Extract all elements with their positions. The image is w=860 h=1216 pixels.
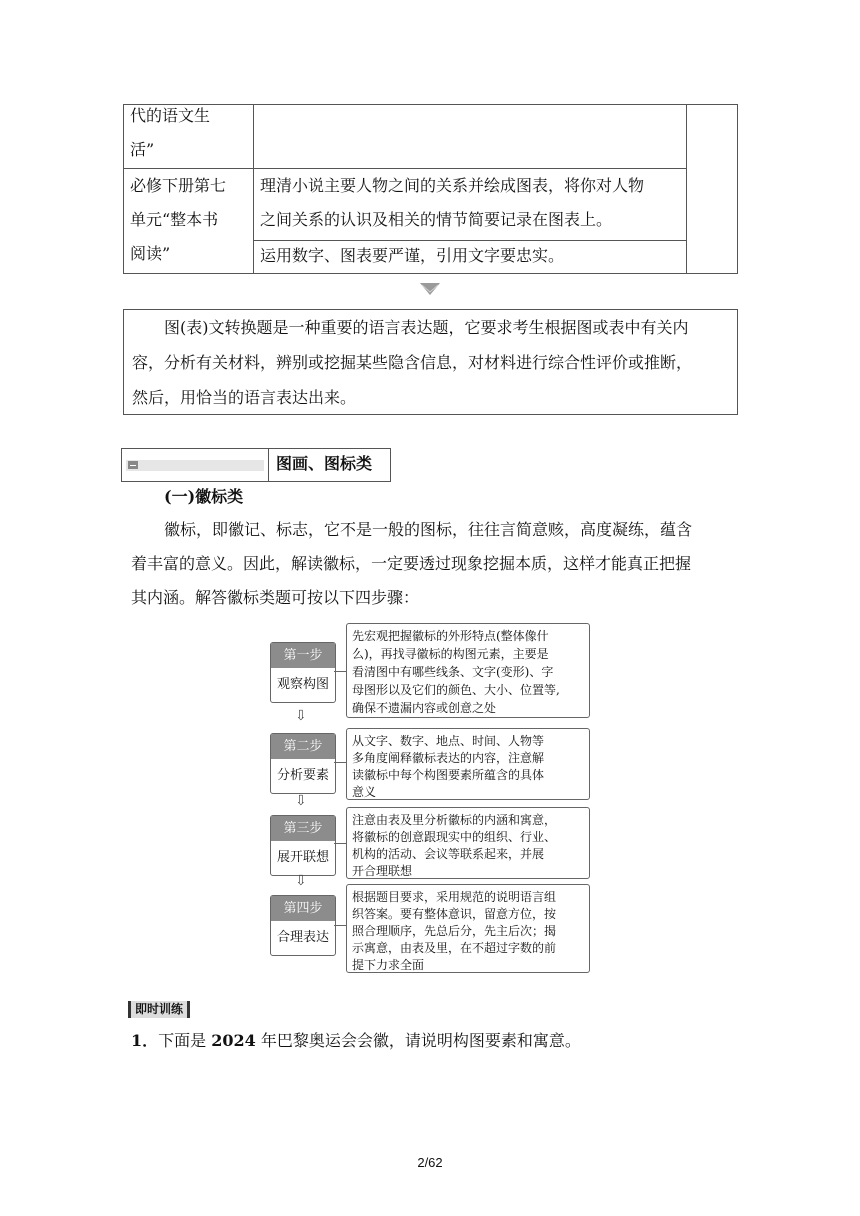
desc-line: 多角度阐释徽标表达的内容，注意解 <box>352 751 545 765</box>
step-name: 分析要素 <box>276 768 329 783</box>
paragraph-line: 着丰富的意义。因此，解读徽标，一定要透过现象挖掘本质，这样才能真正把握 <box>131 554 692 573</box>
question-number: 1． <box>131 1031 159 1050</box>
step-number: 第四步 <box>271 896 335 921</box>
question-year: 2024 <box>211 1031 256 1050</box>
desc-line: 确保不遗漏内容或创意之处 <box>352 701 497 715</box>
chevron-down-icon <box>420 283 440 297</box>
step-number: 第二步 <box>271 734 335 759</box>
flow-step-label <box>270 815 336 876</box>
table-cell-text: 理清小说主要人物之间的关系并绘成图表，将你对人物 <box>260 176 645 195</box>
flow-step-desc <box>346 807 590 879</box>
down-arrow-icon: ⇩ <box>295 873 307 889</box>
step-name: 合理表达 <box>276 930 329 945</box>
desc-line: 读徽标中每个构图要素所蕴含的具体 <box>352 768 545 782</box>
desc-line: 机构的活动、会议等联系起来，并展 <box>352 847 545 861</box>
step-number: 第一步 <box>271 643 335 668</box>
table-cell-text: 代的语文生 <box>130 106 211 125</box>
table-cell-text: 单元“整本书 <box>130 210 219 229</box>
flow-step-label <box>270 895 336 956</box>
desc-line: 织答案。要有整体意识，留意方位，按 <box>352 907 557 921</box>
table-cell-text: 必修下册第七 <box>130 176 227 195</box>
desc-line: 注意由表及里分析徽标的内涵和寓意， <box>352 813 557 827</box>
intro-line: 图(表)文转换题是一种重要的语言表达题，它要求考生根据图或表中有关内 <box>164 318 689 337</box>
practice-tag: 即时训练 <box>128 1001 190 1018</box>
desc-line: 提下力求全面 <box>352 958 425 972</box>
desc-line: 从文字、数字、地点、时间、人物等 <box>352 734 545 748</box>
paragraph-line: 徽标，即徽记、标志，它不是一般的图标，往往言简意赅，高度凝练，蕴含 <box>164 520 693 539</box>
step-name: 展开联想 <box>276 850 329 865</box>
question-text: 年巴黎奥运会会徽，请说明构图要素和寓意。 <box>260 1031 581 1050</box>
desc-line: 开合理联想 <box>352 864 413 878</box>
table-cell-text: 之间关系的认识及相关的情节简要记录在图表上。 <box>260 210 613 229</box>
question-text: 下面是 <box>158 1031 207 1050</box>
flow-step-desc <box>346 623 590 718</box>
table-cell-text: 活” <box>130 140 155 159</box>
paragraph-line: 其内涵。解答徽标类题可按以下四步骤： <box>131 588 420 607</box>
table-cell-text: 阅读” <box>130 244 171 263</box>
step-number: 第三步 <box>271 816 335 841</box>
desc-line: 意义 <box>352 785 377 799</box>
flow-step-desc <box>346 884 590 973</box>
section-bar <box>126 460 264 471</box>
down-arrow-icon: ⇩ <box>295 793 307 809</box>
section-title: 图画、图标类 <box>276 454 373 473</box>
desc-line: 看清图中有哪些线条、文字(变形)、字 <box>352 665 554 679</box>
curriculum-table <box>123 104 738 274</box>
desc-line: 示寓意，由表及里，在不超过字数的前 <box>352 941 557 955</box>
intro-box <box>123 309 738 415</box>
flow-step-label <box>270 642 336 703</box>
page-number: 2/62 <box>417 1155 443 1170</box>
down-arrow-icon: ⇩ <box>295 708 307 724</box>
desc-line: 照合理顺序，先总后分，先主后次；揭 <box>352 924 557 938</box>
flow-step-label <box>270 733 336 794</box>
desc-line: 么)，再找寻徽标的构图元素，主要是 <box>352 647 549 661</box>
intro-line: 然后，用恰当的语言表达出来。 <box>132 388 357 407</box>
table-cell-text: 运用数字、图表要严谨，引用文字要忠实。 <box>260 246 565 265</box>
desc-line: 母图形以及它们的颜色、大小、位置等, <box>352 683 560 697</box>
question-1 <box>131 1028 581 1051</box>
subheading: (一)徽标类 <box>164 487 244 506</box>
desc-line: 根据题目要求，采用规范的说明语言组 <box>352 890 557 904</box>
step-name: 观察构图 <box>276 677 329 692</box>
minus-icon <box>128 461 138 469</box>
desc-line: 将徽标的创意跟现实中的组织、行业、 <box>352 830 557 844</box>
section-header <box>121 448 391 482</box>
desc-line: 先宏观把握徽标的外形特点(整体像什 <box>352 629 549 643</box>
flow-step-desc <box>346 728 590 800</box>
intro-line: 容，分析有关材料，辨别或挖掘某些隐含信息，对材料进行综合性评价或推断， <box>132 353 693 372</box>
